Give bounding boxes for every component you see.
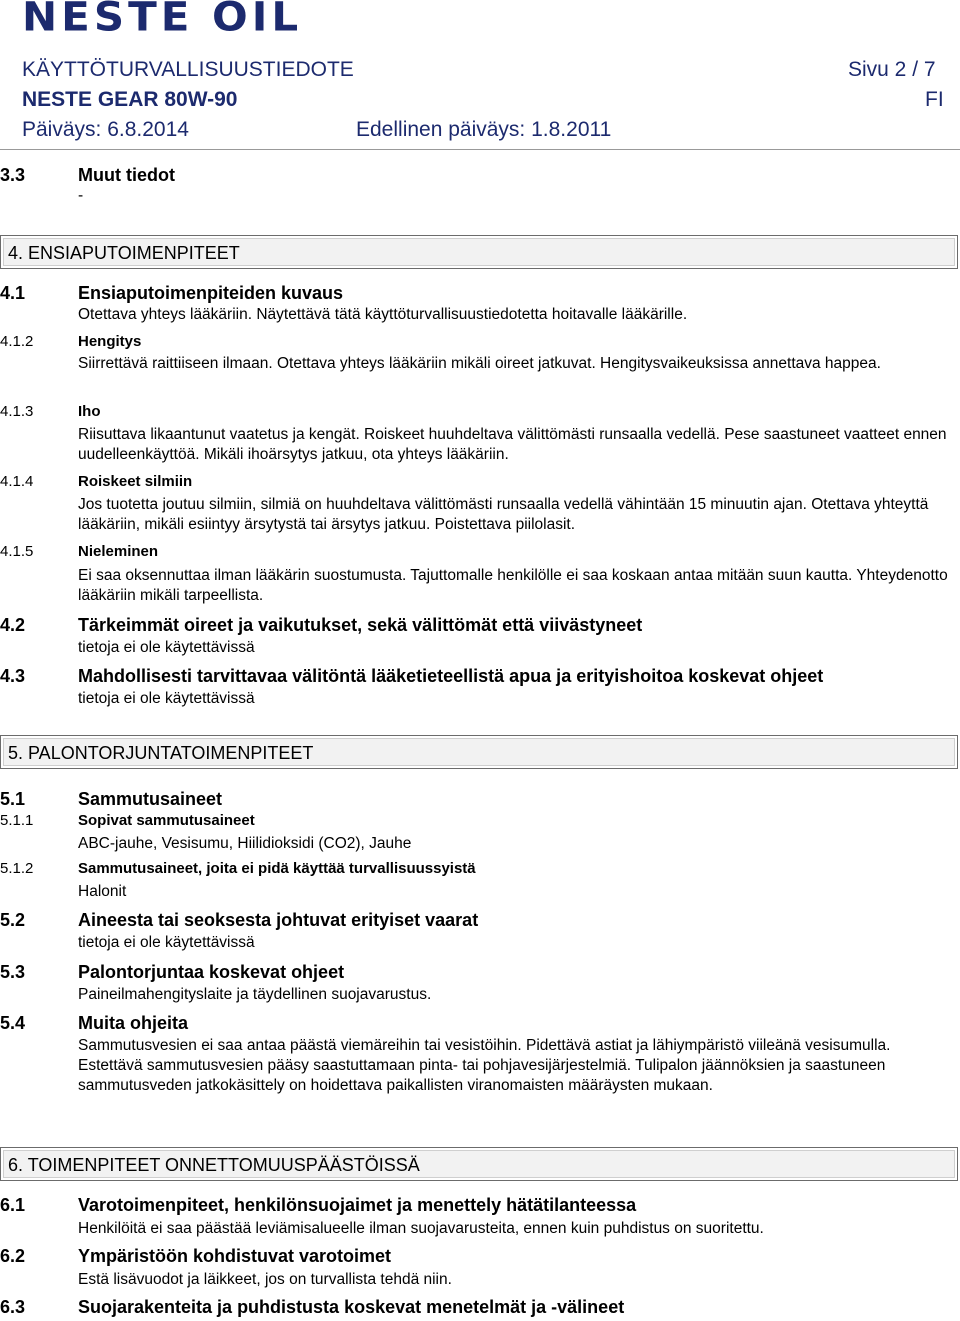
section-5-heading: 5. PALONTORJUNTATOIMENPITEET [8,743,314,763]
section-4-1-4-number: 4.1.4 [0,473,34,490]
revision-date: Päiväys: 6.8.2014 [22,118,189,141]
section-6-heading-box [0,1147,958,1181]
section-6-2-title: Ympäristöön kohdistuvat varotoimet [78,1246,392,1266]
section-4-3-title: Mahdollisesti tarvittavaa välitöntä lääketieteellistä apua ja erityishoitoa koskevat ohjeet [78,666,824,686]
section-4-2-number: 4.2 [0,615,26,635]
section-5-2-title: Aineesta tai seoksesta johtuvat erityiset vaarat [78,910,479,930]
section-5-heading-box [0,735,958,769]
section-4-1-2-text: Siirrettävä raittiiseen ilmaan. Otettava yhteys lääkäriin mikäli oireet jatkuvat. Hengitysvaikeuksissa annettava happea. [78,355,881,372]
section-4-1-5-text: Ei saa oksennuttaa ilman lääkärin suostumusta. Tajuttomalle henkilölle ei saa koskaan antaa mitään suun kautta. Yhteydenotto lääkäriin mikäli tarpeellista. [78,567,948,604]
section-5-1-1-title: Sopivat sammutusaineet [78,812,255,829]
section-4-1-4-text: Jos tuotetta joutuu silmiin, silmiä on huuhdeltava välittömästi runsaalla vedellä vähintään 15 minuutin ajan. Otettava yhteyttä lääkäriin, mikäli esiintyy ärsytystä tai ärsytys jatkuu. Poistettava piilolasit. [78,496,929,533]
section-4-heading: 4. ENSIAPUTOIMENPITEET [8,243,240,263]
section-4-2-title: Tärkeimmät oireet ja vaikutukset, sekä välittömät että viivästyneet [78,615,643,635]
language-code: FI [925,88,944,111]
section-4-1-4-title: Roiskeet silmiin [78,473,193,490]
section-4-2-text: tietoja ei ole käytettävissä [78,639,255,656]
section-5-3-title: Palontorjuntaa koskevat ohjeet [78,962,345,982]
section-4-1-3-title: Iho [78,403,101,420]
section-6-1-text: Henkilöitä ei saa päästää leviämisalueelle ilman suojavarusteita, ennen kuin puhdistus on suoritettu. [78,1220,764,1237]
section-4-1-5-number: 4.1.5 [0,543,34,560]
doc-title: KÄYTTÖTURVALLISUUSTIEDOTE [22,58,354,81]
section-5-2-number: 5.2 [0,910,26,930]
header-row-1 [22,57,946,83]
section-4-1-2-title: Hengitys [78,333,142,350]
section-4-3-text: tietoja ei ole käytettävissä [78,690,255,707]
section-4-1-number: 4.1 [0,283,26,303]
section-5-1-1-number: 5.1.1 [0,812,34,829]
section-4-3-number: 4.3 [0,666,26,686]
section-4-1-text: Otettava yhteys lääkäriin. Näytettävä tätä käyttöturvallisuustiedotetta hoitavalle lääkärille. [78,306,688,323]
neste-oil-logo: NESTE OIL [22,0,303,40]
section-6-3-title: Suojarakenteita ja puhdistusta koskevat menetelmät ja -välineet [78,1297,625,1317]
section-5-1-2-number: 5.1.2 [0,860,34,877]
header-row-3 [22,117,946,143]
product-name: NESTE GEAR 80W-90 [22,88,238,111]
section-5-2-text: tietoja ei ole käytettävissä [78,934,255,951]
section-6-2-text: Estä lisävuodot ja läikkeet, jos on turvallista tehdä niin. [78,1271,452,1288]
section-6-1-number: 6.1 [0,1195,26,1215]
section-5-1-2-title: Sammutusaineet, joita ei pidä käyttää turvallisuussyistä [78,860,476,877]
section-4-heading-box [0,235,958,269]
section-5-1-1-text: ABC-jauhe, Vesisumu, Hiilidioksidi (CO2), Jauhe [78,835,412,852]
section-5-3-text: Paineilmahengityslaite ja täydellinen suojavarustus. [78,986,432,1003]
section-6-heading: 6. TOIMENPITEET ONNETTOMUUSPÄÄSTÖISSÄ [8,1155,420,1175]
section-6-3-number: 6.3 [0,1297,26,1317]
section-5-4-text: Sammutusvesien ei saa antaa päästä viemäreihin tai vesistöihin. Pidettävä astiat ja lähiympäristö viileänä vesisumulla. Estettävä sammutusvesien pääsy saastuttamaan pinta- tai pohjavesijärjestelmiä. Tulipalon jäännöksien ja saastuneen sammutusveden jatkokäsittely on hoidettava paikallisten viranomaisten määräysten mukaan. [78,1037,891,1094]
section-5-1-title: Sammutusaineet [78,789,223,809]
page-number: Sivu 2 / 7 [848,58,936,81]
section-4-1-3-text: Riisuttava likaantunut vaatetus ja kengät. Roiskeet huuhdeltava välittömästi runsaalla vedellä. Pese saastuneet vaatteet ennen uudelleenkäyttöä. Mikäli ihoärsytys jatkuu, ota yhteys lääkäriin. [78,426,947,463]
section-4-1-3-number: 4.1.3 [0,403,34,420]
section-6-1-title: Varotoimenpiteet, henkilönsuojaimet ja menettely hätätilanteessa [78,1195,637,1215]
section-3-3-title: Muut tiedot [78,165,175,185]
section-5-3-number: 5.3 [0,962,26,982]
header-divider [0,149,960,150]
section-4-1-title: Ensiaputoimenpiteiden kuvaus [78,283,344,303]
section-5-4-title: Muita ohjeita [78,1013,189,1033]
section-3-3-number: 3.3 [0,165,26,185]
section-4-1-2-number: 4.1.2 [0,333,34,350]
section-6-2-number: 6.2 [0,1246,26,1266]
header-row-2 [22,87,946,113]
previous-date: Edellinen päiväys: 1.8.2011 [356,118,612,141]
section-5-1-number: 5.1 [0,789,26,809]
section-3-3-text: - [78,187,84,204]
section-5-1-2-text: Halonit [78,883,127,900]
section-4-1-5-title: Nieleminen [78,543,159,560]
section-5-4-number: 5.4 [0,1013,26,1033]
